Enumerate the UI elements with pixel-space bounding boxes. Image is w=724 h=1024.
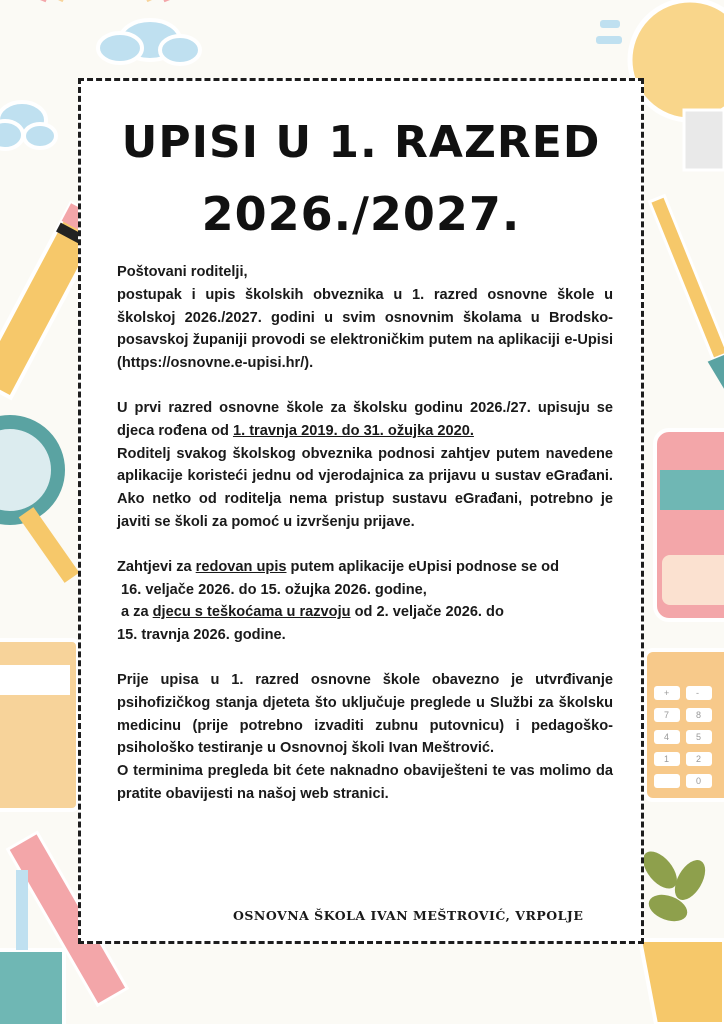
paragraph-notice: O terminima pregleda bit ćete naknadno obaviješteni te vas molimo da pratite obavijesti na našoj web stranici.	[117, 763, 613, 802]
paragraph-intro: postupak i upis školskih obveznika u 1. razred osnovne škole u školskoj 2026./2027. godini u svim osnovnim školama u Brodsko-posavskoj županiji provodi se elektroničkim putem na aplikaciji e-Upisi (https://osnovne.e-upisi.hr/).	[117, 286, 613, 372]
deadline-text-e: od 2. veljače 2026. do	[350, 604, 504, 621]
paragraph-eligibility	[117, 397, 613, 443]
paintbrush-icon	[644, 194, 724, 408]
calculator-icon	[645, 650, 724, 800]
cloud-icon	[0, 102, 56, 149]
magnifier-icon	[0, 422, 79, 583]
title-line-1: UPISI U 1. RAZRED	[121, 117, 601, 168]
calc-key-1: 1	[664, 754, 670, 764]
calc-key-7: 7	[664, 710, 670, 720]
notice-body	[117, 261, 613, 806]
special-needs-label: djecu s teškoćama u razvoju	[152, 604, 351, 621]
deadline-text-b: putem aplikacije eUpisi podnose se od	[286, 558, 559, 575]
school-signature: OSNOVNA ŠKOLA IVAN MEŠTROVIĆ, VRPOLJE	[233, 908, 584, 923]
regular-enrollment-label: redovan upis	[195, 558, 287, 575]
calc-key-8: 8	[696, 710, 702, 720]
paragraph-application: Roditelj svakog školskog obveznika podnosi zahtjev putem navedene aplikacije koristeći jednu od vjerodajnica za prijavu u sustav eGrađani. Ako netko od roditelja nema pristup sustavu eGrađani, potrebno je javiti se školi za pomoć u izvršenju prijave.	[117, 445, 613, 530]
notebook-icon	[0, 640, 78, 810]
cloud-icon	[98, 20, 200, 64]
calc-key-4: 4	[664, 732, 670, 742]
deadline-text-a: Zahtjevi za	[117, 558, 196, 575]
calc-key-5: 5	[696, 732, 702, 742]
plant-icon	[637, 845, 724, 1024]
birth-date-range: 1. travnja 2019. do 31. ožujka 2020.	[232, 422, 474, 439]
calc-key-0: 0	[696, 776, 702, 786]
paragraph-deadlines	[117, 556, 613, 579]
title-line-2: 2026./2027.	[201, 187, 521, 241]
special-deadline-line	[117, 601, 613, 624]
paragraph-medical: Prije upisa u 1. razred osnovne škole obavezno je utvrđivanje psihofizičkog stanja djeteta što uključuje preglede u Službi za školsku medicinu (prije potrebno izvaditi zubnu putovnicu) i pedagoško-psihološko testiranje u Osnovnoj školi Ivan Meštrović.	[117, 671, 613, 757]
regular-deadline: 16. veljače 2026. do 15. ožujka 2026. godine,	[121, 581, 427, 598]
calc-key-minus: -	[696, 688, 699, 698]
special-deadline-end: 15. travnja 2026. godine.	[117, 627, 286, 644]
backpack-icon	[655, 430, 724, 620]
calc-key-2: 2	[696, 754, 702, 764]
calc-key-plus: +	[664, 688, 670, 698]
eligibility-text: U prvi razred osnovne škole za školsku godinu 2026./27. upisuju se djeca rođena od	[117, 399, 613, 439]
greeting: Poštovani roditelji,	[117, 264, 248, 280]
deadline-text-d: a za	[121, 604, 153, 621]
notice-frame	[78, 78, 644, 944]
